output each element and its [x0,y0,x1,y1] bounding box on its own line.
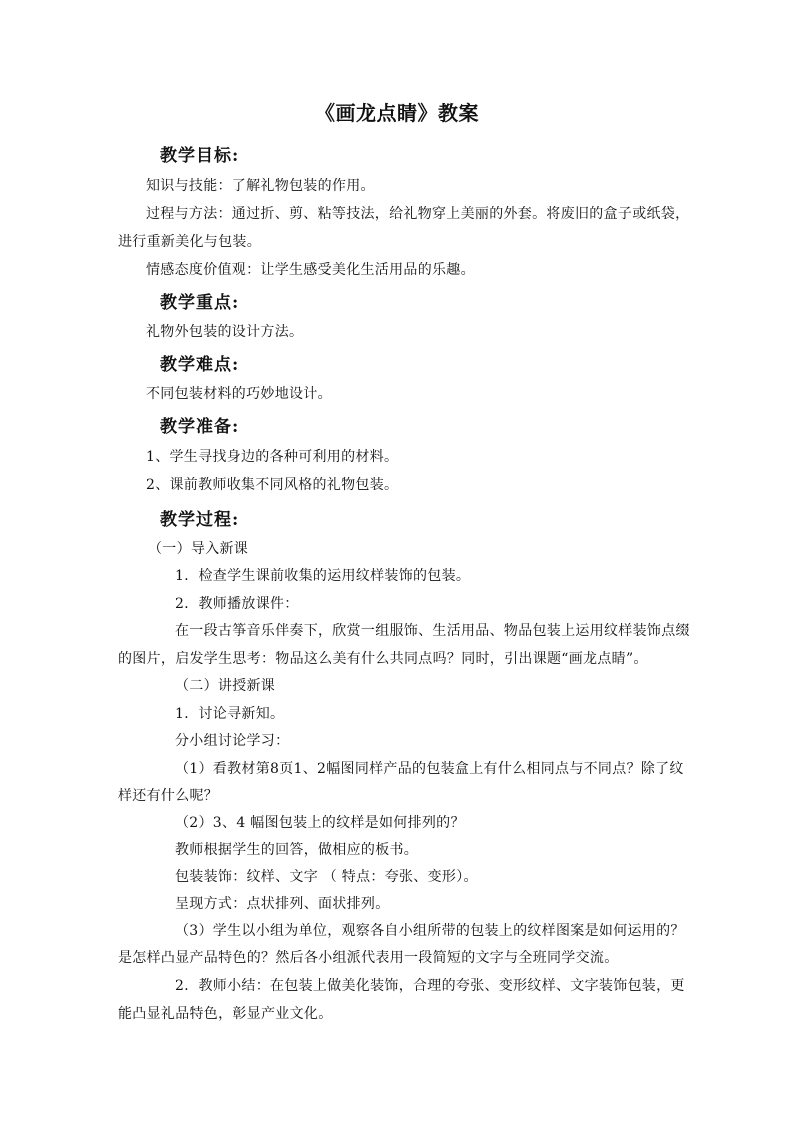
heading-key-points: 教学重点: [160,293,240,313]
process-line: 在一段古筝音乐伴奏下，欣赏一组服饰、生活用品、物品包装上运用纹样装饰点缀 [175,623,690,639]
process-line: 呈现方式：点状排列、面状排列。 [175,896,390,912]
process-line: （3）学生以小组为单位，观察各自小组所带的包装上的纹样图案是如何运用的？ [175,923,685,939]
preparation-line: 2、课前教师收集不同风格的礼物包装。 [146,477,399,493]
document-title: 《画龙点睛》教案 [315,101,479,125]
process-line: 样还有什么呢？ [118,788,219,804]
process-line: 1．讨论寻新知。 [175,706,285,722]
process-line: 包装装饰：纹样、文字 （ 特点：夸张、变形）。 [175,869,478,885]
process-line: （二）讲授新课 [175,678,276,694]
goals-line: 进行重新美化与包装。 [118,234,261,250]
heading-goals: 教学目标: [160,146,240,166]
goals-line: 情感态度价值观：让学生感受美化生活用品的乐趣。 [146,262,475,278]
difficulties-line: 不同包装材料的巧妙地设计。 [146,386,332,402]
heading-process: 教学过程: [160,510,240,530]
preparation-line: 1、学生寻找身边的各种可利用的材料。 [146,449,399,465]
process-line: 能凸显礼品特色，彰显产业文化。 [118,1006,333,1022]
goals-line: 知识与技能：了解礼物包装的作用。 [146,178,375,194]
goals-line: 过程与方法：通过折、剪、粘等技法，给礼物穿上美丽的外套。将废旧的盒子或纸袋， [146,206,690,222]
process-line: 分小组讨论学习： [175,733,290,749]
process-line: 2．教师播放课件： [175,596,299,612]
process-line: 2．教师小结：在包装上做美化装饰，合理的夸张、变形纹样、文字装饰包装，更 [175,978,685,994]
key-points-line: 礼物外包装的设计方法。 [146,324,304,340]
process-line: 的图片，启发学生思考：物品这么美有什么共同点吗？同时，引出课题“画龙点睛”。 [118,651,648,667]
process-line: 教师根据学生的回答，做相应的板书。 [175,842,419,858]
process-line: 是怎样凸显产品特色的？然后各小组派代表用一段简短的文字与全班同学交流。 [118,950,619,966]
heading-preparation: 教学准备: [160,417,240,437]
process-line: （1）看教材第8页1、2幅图同样产品的包装盒上有什么相同点与不同点？除了纹 [175,761,684,777]
process-line: （一）导入新课 [148,541,249,557]
heading-difficulties: 教学难点: [160,355,240,375]
process-line: （2）3、4 幅图包装上的纹样是如何排列的？ [175,815,465,831]
process-line: 1．检查学生课前收集的运用纹样装饰的包装。 [175,568,471,584]
